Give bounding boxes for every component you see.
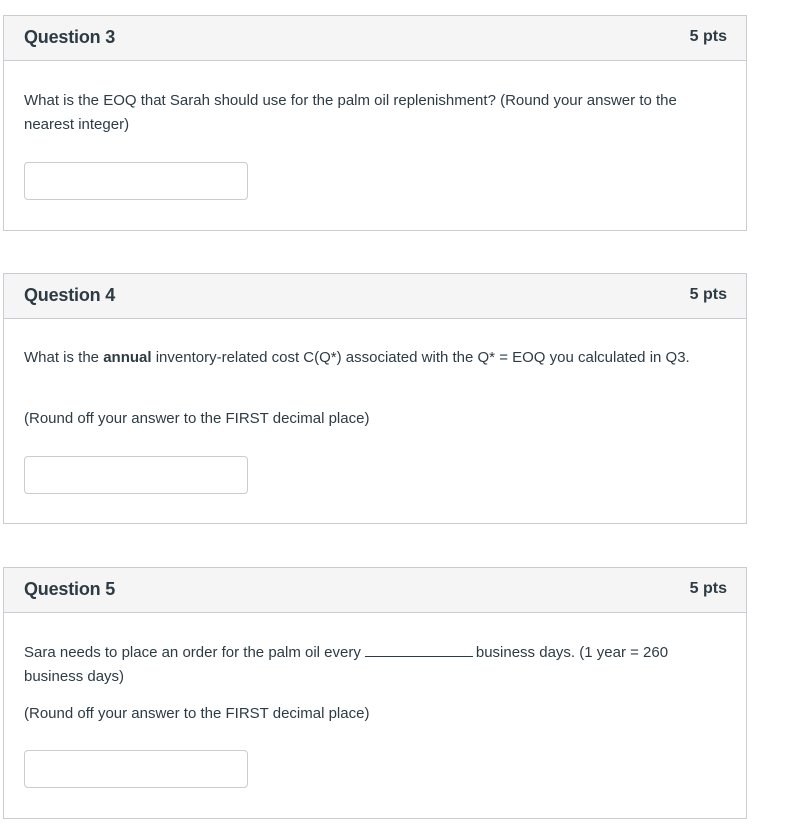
question-4-text-bold: annual: [103, 349, 152, 366]
question-3-points: 5 pts: [689, 28, 727, 45]
question-4-answer-input[interactable]: [24, 456, 248, 494]
question-5-card: [3, 567, 747, 819]
question-5-blank-line: [365, 642, 473, 657]
question-5-text-end: business days. (1 year = 260 business days): [24, 644, 669, 685]
question-5-text: [24, 641, 706, 689]
question-3-card: [3, 15, 747, 231]
question-4-title: Question 4: [24, 285, 116, 305]
question-4-card: [3, 273, 747, 524]
question-5-points: 5 pts: [689, 580, 727, 597]
question-5-title: Question 5: [24, 579, 116, 599]
question-3-answer-input[interactable]: [24, 162, 248, 200]
question-5-rounding-note: (Round off your answer to the FIRST decimal place): [24, 705, 370, 722]
question-4-text-start: What is the: [24, 349, 104, 366]
question-5-answer-input[interactable]: [24, 750, 248, 788]
question-4-text-end: inventory-related cost C(Q*) associated with the Q* = EOQ you calculated in Q3.: [151, 349, 690, 366]
question-4-rounding-note: (Round off your answer to the FIRST decimal place): [24, 410, 370, 427]
question-4-header: [4, 274, 746, 319]
question-5-text-start: Sara needs to place an order for the palm oil every: [24, 644, 361, 661]
question-5-header: [4, 568, 746, 613]
question-3-text: What is the EOQ that Sarah should use for the palm oil replenishment? (Round your answer to the nearest integer): [24, 92, 677, 133]
question-4-points: 5 pts: [689, 286, 727, 303]
question-3-header: [4, 16, 746, 61]
question-3-title: Question 3: [24, 27, 116, 47]
question-4-text: [24, 346, 706, 370]
